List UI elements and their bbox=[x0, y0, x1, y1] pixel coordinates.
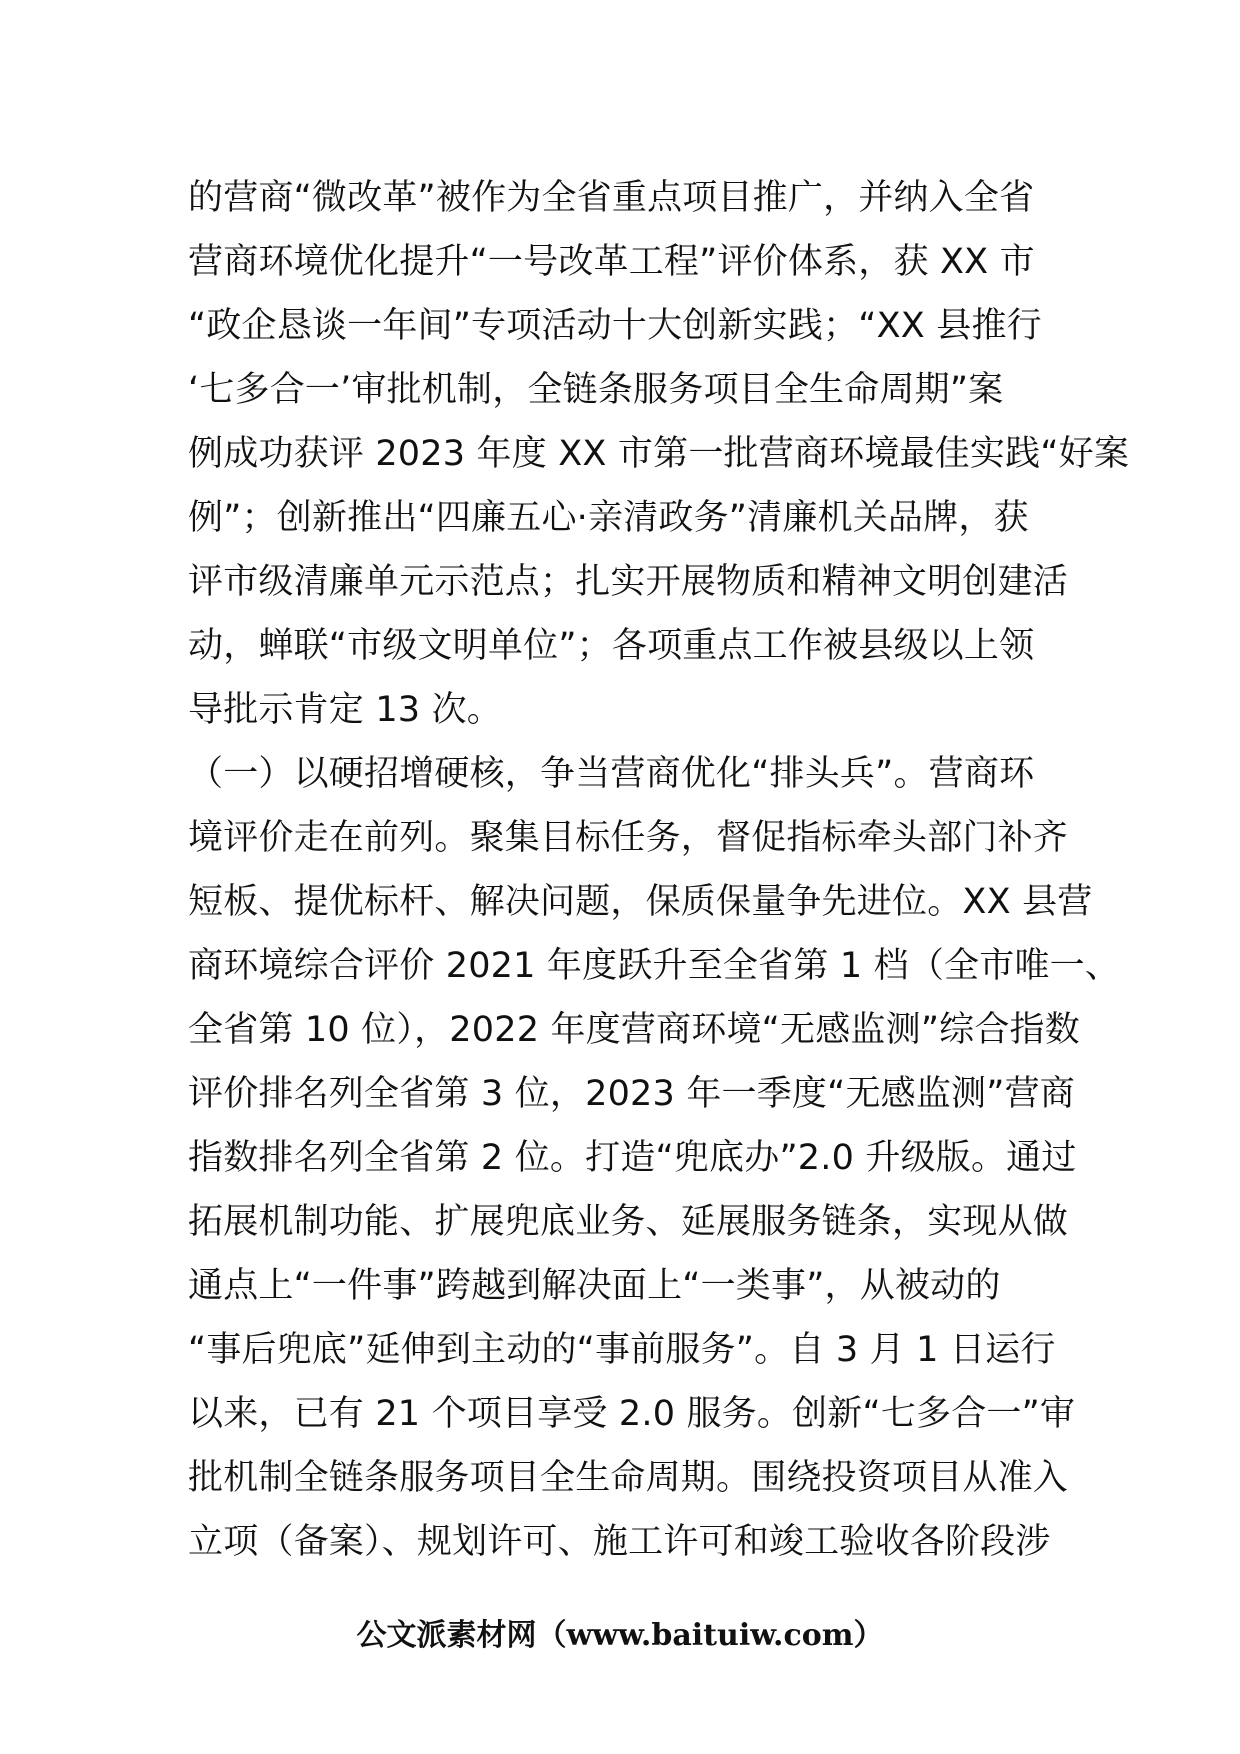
text-line: 通点上“一件事”跨越到解决面上“一类事”，从被动的 bbox=[188, 1266, 1001, 1306]
text-line: 立项（备案）、规划许可、施工许可和竣工验收各阶段涉 bbox=[188, 1522, 1051, 1562]
text-line: 拓展机制功能、扩展兜底业务、延展服务链条，实现从做 bbox=[188, 1202, 1069, 1242]
body-text bbox=[188, 166, 1130, 1574]
text-line: “政企恳谈一年间”专项活动十大创新实践；“XX 县推行 bbox=[188, 306, 1042, 346]
text-line: 例”；创新推出“四廉五心·亲清政务”清廉机关品牌，获 bbox=[188, 498, 1029, 538]
text-line: 指数排名列全省第 2 位。打造“兜底办”2.0 升级版。通过 bbox=[188, 1138, 1077, 1178]
footer-watermark: 公文派素材网（www.baituiw.com） bbox=[356, 1618, 884, 1653]
text-line: 评市级清廉单元示范点；扎实开展物质和精神文明创建活 bbox=[188, 562, 1069, 602]
text-line: ‘七多合一’审批机制，全链条服务项目全生命周期”案 bbox=[188, 370, 1004, 410]
text-line: 动，蝉联“市级文明单位”；各项重点工作被县级以上领 bbox=[188, 626, 1035, 666]
text-line: 的营商“微改革”被作为全省重点项目推广，并纳入全省 bbox=[188, 178, 1035, 218]
text-line: 例成功获评 2023 年度 XX 市第一批营商环境最佳实践“好案 bbox=[188, 434, 1130, 474]
text-line: 导批示肯定 13 次。 bbox=[188, 690, 502, 730]
text-line: 全省第 10 位），2022 年度营商环境“无感监测”综合指数 bbox=[188, 1010, 1080, 1050]
text-line: 境评价走在前列。聚集目标任务，督促指标牵头部门补齐 bbox=[188, 818, 1069, 858]
text-line: “事后兜底”延伸到主动的“事前服务”。自 3 月 1 日运行 bbox=[188, 1330, 1056, 1370]
text-line: 批机制全链条服务项目全生命周期。围绕投资项目从准入 bbox=[188, 1458, 1069, 1498]
text-line: 以来，已有 21 个项目享受 2.0 服务。创新“七多合一”审 bbox=[188, 1394, 1076, 1434]
text-line: 评价排名列全省第 3 位，2023 年一季度“无感监测”营商 bbox=[188, 1074, 1075, 1114]
text-line: 短板、提优标杆、解决问题，保质保量争先进位。XX 县营 bbox=[188, 882, 1093, 922]
text-line: 商环境综合评价 2021 年度跃升至全省第 1 档（全市唯一、 bbox=[188, 946, 1121, 986]
text-line: （一）以硬招增硬核，争当营商优化“排头兵”。营商环 bbox=[188, 754, 1035, 794]
text-line: 营商环境优化提升“一号改革工程”评价体系，获 XX 市 bbox=[188, 242, 1035, 282]
